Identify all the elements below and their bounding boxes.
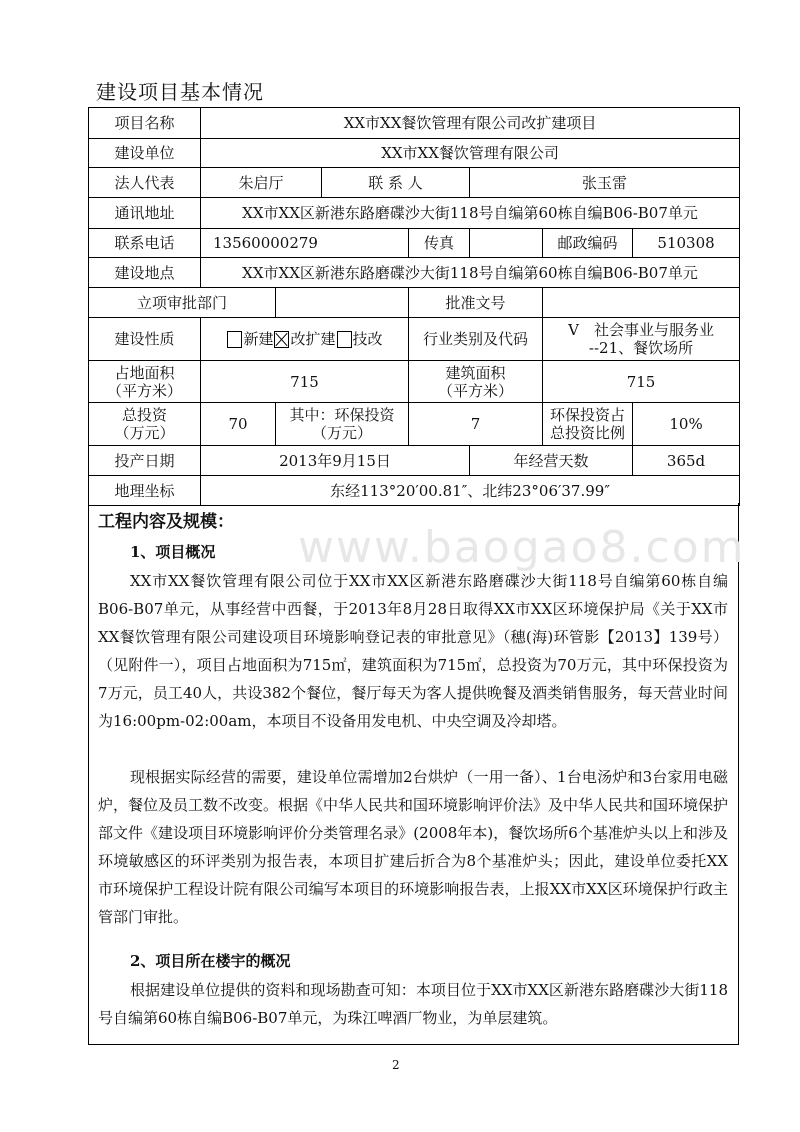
postcode-label: 邮政编码 xyxy=(543,229,633,258)
industry-value xyxy=(543,318,740,361)
approval-doc-value xyxy=(543,288,740,318)
builder-label: 建设单位 xyxy=(89,139,201,168)
total-invest-label-line2: （万元） xyxy=(114,424,175,442)
subheading-overview: 1、项目概况 xyxy=(130,543,216,561)
row-address xyxy=(89,198,740,229)
approval-doc-label: 批准文号 xyxy=(409,288,543,318)
builder-value: XX市XX餐饮管理有限公司 xyxy=(201,139,740,168)
phone-label: 联系电话 xyxy=(89,229,201,258)
nature-new-label: 新建 xyxy=(243,329,274,348)
row-nature xyxy=(89,318,740,361)
page-title: 建设项目基本情况 xyxy=(96,80,264,104)
paragraph-building: 根据建设单位提供的资料和现场勘查可知：本项目位于XX市XX区新港东路磨碟沙大街118号自编第60栋自编B06-B07单元，为珠江啤酒厂物业，为单层建筑。 xyxy=(98,981,728,1027)
page-number: 2 xyxy=(392,1058,400,1072)
total-invest-label-line1: 总投资 xyxy=(121,406,167,424)
total-invest-value: 70 xyxy=(201,403,276,446)
row-area xyxy=(89,361,740,403)
land-area-label xyxy=(89,361,201,403)
coords-label: 地理坐标 xyxy=(89,476,201,506)
fax-label: 传真 xyxy=(409,229,470,258)
nature-tech-label: 技改 xyxy=(352,329,383,348)
row-legal-rep xyxy=(89,168,740,198)
row-phone xyxy=(89,229,740,258)
contact-value: 张玉雷 xyxy=(470,168,740,198)
floor-area-label xyxy=(409,361,543,403)
annual-days-value: 365d xyxy=(633,446,740,476)
legal-rep-value: 朱启厅 xyxy=(201,168,322,198)
row-builder xyxy=(89,139,740,168)
postcode-value: 510308 xyxy=(633,229,740,258)
land-area-label-line2: （平方米） xyxy=(106,381,182,400)
phone-value: 13560000279 xyxy=(201,229,409,258)
annual-days-label: 年经营天数 xyxy=(470,446,633,476)
floor-area-value: 715 xyxy=(543,361,740,403)
env-ratio-label xyxy=(543,403,633,446)
site-label: 建设地点 xyxy=(89,258,201,288)
floor-area-label-line2: （平方米） xyxy=(437,381,513,400)
paragraph-expansion: 现根据实际经营的需要，建设单位需增加2台烘炉（一用一备）、1台电汤炉和3台家用电磁炉，餐位及员工数不改变。根据《中华人民共和国环境影响评价法》及中华人民共和国环境保护部文件《建设项目环境影响评价分类管理名录》(2008年本)，餐饮场所6个基准炉头以上和涉及环境敏感区的环评类别为报告表，本项目扩建后折合为8个基准炉头；因此，建设单位委托XX市环境保护工程设计院有限公司编写本项目的环境影响报告表，上报XX市XX区环境保护行政主管部门审批。 xyxy=(98,768,729,926)
fax-value xyxy=(470,229,543,258)
row-approval xyxy=(89,288,740,318)
site-value: XX市XX区新港东路磨碟沙大街118号自编第60栋自编B06-B07单元 xyxy=(201,258,740,288)
row-dates xyxy=(89,446,740,476)
industry-label: 行业类别及代码 xyxy=(409,318,543,361)
watermark: www.baogao8.com xyxy=(298,522,746,573)
nature-tech-checkbox xyxy=(337,331,352,348)
subheading-building: 2、项目所在楼宇的概况 xyxy=(130,952,291,970)
env-invest-value: 7 xyxy=(409,403,543,446)
row-site xyxy=(89,258,740,288)
coords-value: 东经113°20′00.81″、北纬23°06′37.99″ xyxy=(201,476,740,506)
start-date-label: 投产日期 xyxy=(89,446,201,476)
address-label: 通讯地址 xyxy=(89,198,201,229)
env-invest-label-line2: （万元） xyxy=(311,424,372,442)
env-ratio-label-line2: 总投资比例 xyxy=(549,424,625,442)
row-project-name xyxy=(89,108,740,139)
env-ratio-label-line1: 环保投资占 xyxy=(549,406,625,424)
legal-rep-label: 法人代表 xyxy=(89,168,201,198)
project-info-table xyxy=(88,107,740,506)
nature-options xyxy=(201,318,409,361)
section-heading: 工程内容及规模： xyxy=(98,512,234,532)
total-invest-label xyxy=(89,403,201,446)
env-invest-label-line1: 其中：环保投资 xyxy=(289,406,395,424)
land-area-value: 715 xyxy=(201,361,409,403)
land-area-label-line1: 占地面积 xyxy=(114,363,175,382)
project-name-label: 项目名称 xyxy=(89,108,201,139)
project-name-value: XX市XX餐饮管理有限公司改扩建项目 xyxy=(201,108,740,139)
address-value: XX市XX区新港东路磨碟沙大街118号自编第60栋自编B06-B07单元 xyxy=(201,198,740,229)
row-coords xyxy=(89,476,740,506)
industry-line1: V 社会事业与服务业 xyxy=(568,321,714,339)
floor-area-label-line1: 建筑面积 xyxy=(445,363,506,382)
approval-dept-label: 立项审批部门 xyxy=(89,288,276,318)
env-invest-label xyxy=(276,403,409,446)
nature-label: 建设性质 xyxy=(89,318,201,361)
paragraph-overview: XX市XX餐饮管理有限公司位于XX市XX区新港东路磨碟沙大街118号自编第60栋自编B06-B07单元，从事经营中西餐，于2013年8月28日取得XX市XX区环境保护局《关于XX市XX餐饮管理有限公司建设项目环境影响登记表的审批意见》（穗(海)环管影【2013】139号）（见附件一），项目占地面积为715㎡，建筑面积为715㎡，总投资为70万元，其中环保投资为7万元，员工40人，共设382个餐位，餐厅每天为客人提供晚餐及酒类销售服务，每天营业时间为16:00pm-02:00am，本项目不设备用发电机、中央空调及冷却塔。 xyxy=(98,572,728,730)
nature-expand-checkbox xyxy=(274,331,289,348)
nature-expand-label: 改扩建 xyxy=(290,329,336,348)
row-investment xyxy=(89,403,740,446)
industry-line2: --21、餐饮场所 xyxy=(588,339,694,357)
contact-label: 联 系 人 xyxy=(322,168,470,198)
start-date-value: 2013年9月15日 xyxy=(201,446,470,476)
nature-new-checkbox xyxy=(227,331,242,348)
approval-dept-value xyxy=(276,288,409,318)
env-ratio-value: 10% xyxy=(633,403,740,446)
